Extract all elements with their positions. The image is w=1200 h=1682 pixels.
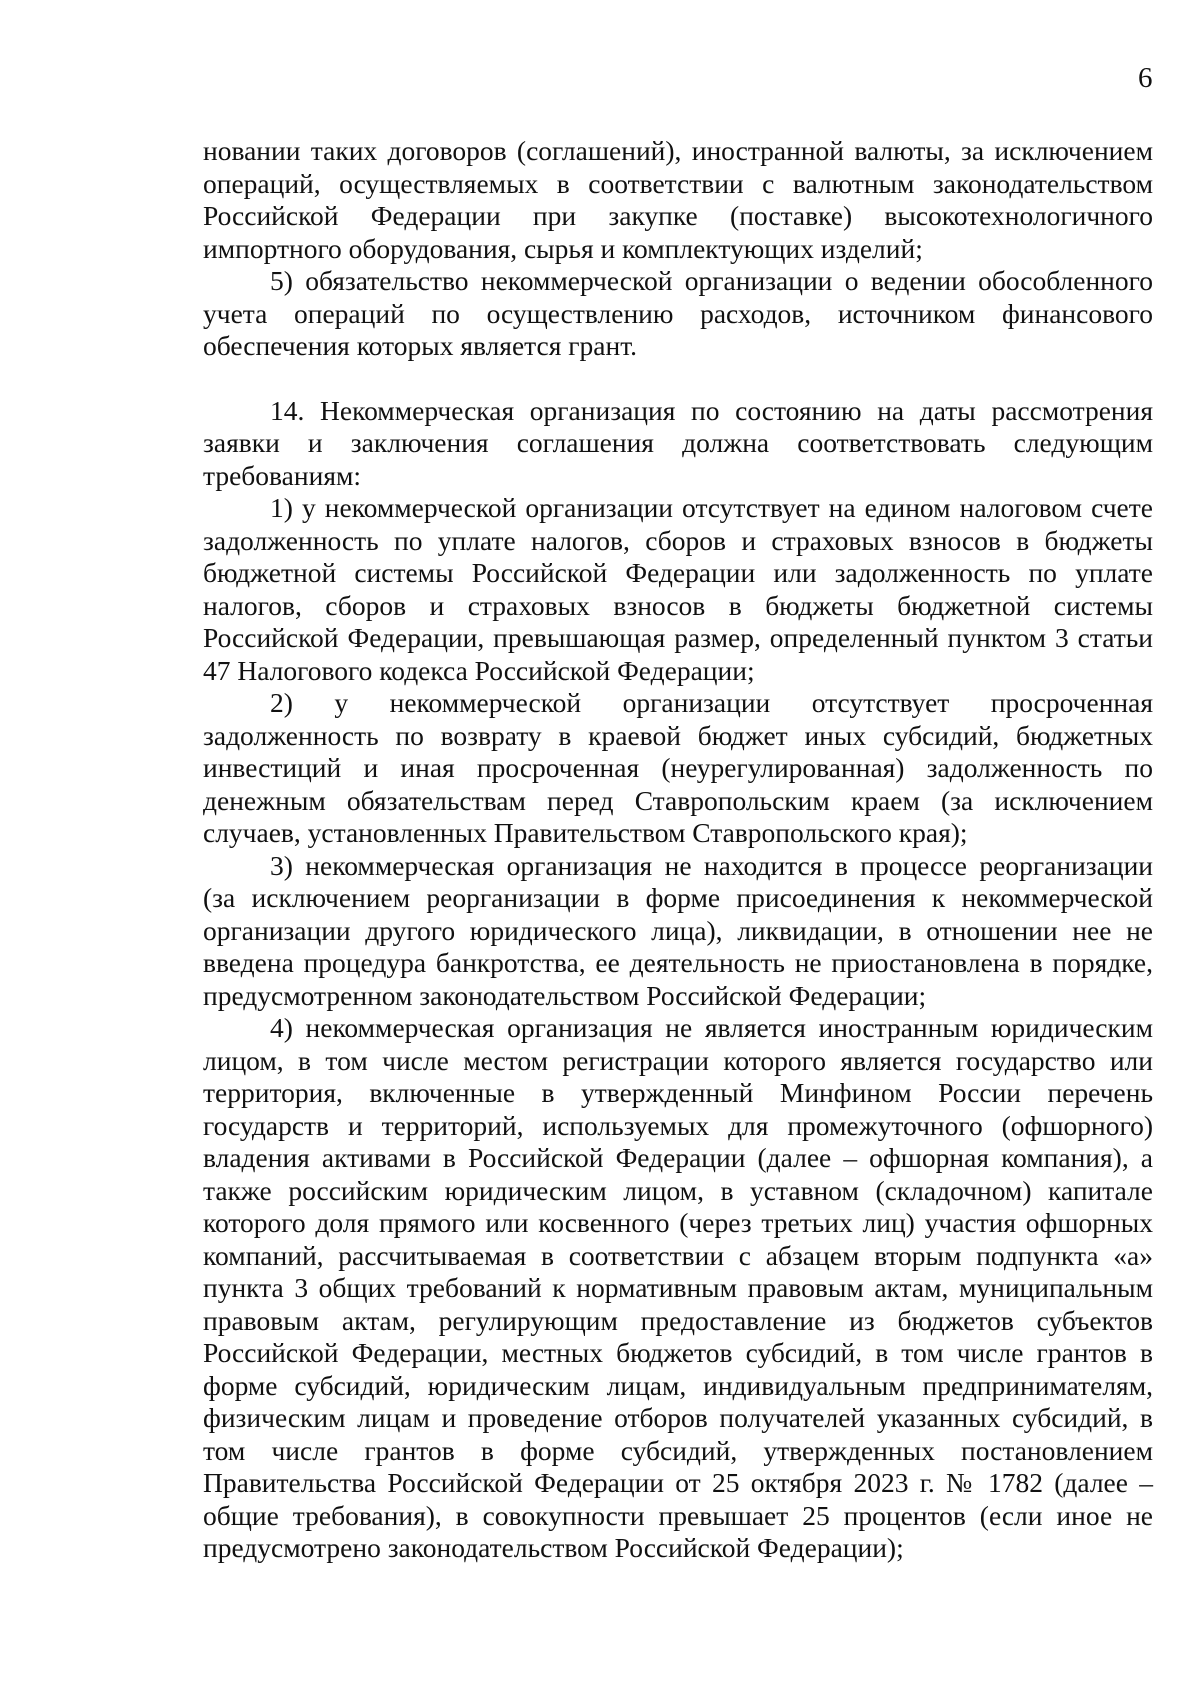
paragraph-requirement-4: 4) некоммерческая организация не является иностранным юридическим лицом, в том числе местом регистрации которого является государство или территория, включенные в утвержденный Минфином России перечень государств и территорий, используемых для промежуточного (офшорного) владения активами в Российской Федерации (далее – офшорная компания), а также российским юридическим лицом, в уставном (складочном) капитале которого доля прямого или косвенного (через третьих лиц) участия офшорных компаний, рассчитываемая в соответствии с абзацем вторым подпункта «а» пункта 3 общих требований к нормативным правовым актам, муниципальным правовым актам, регулирующим предоставление из бюджетов субъектов Российской Федерации, местных бюджетов субсидий, в том числе грантов в форме субсидий, юридическим лицам, индивидуальным предпринимателям, физическим лицам и проведение отборов получателей указанных субсидий, в том числе грантов в форме субсидий, утвержденных постановлением Правительства Российской Федерации от 25 октября 2023 г. № 1782 (далее – общие требования), в совокупности превышает 25 процентов (если иное не предусмотрено законодательством Российской Федерации); [203, 1012, 1153, 1563]
page-number: 6 [1138, 62, 1153, 94]
paragraph-requirement-1: 1) у некоммерческой организации отсутствует на едином налоговом счете задолженность по уплате налогов, сборов и страховых взносов в бюджеты бюджетной системы Российской Федерации или задолженность по уплате налогов, сборов и страховых взносов в бюджеты бюджетной системы Российской Федерации, превышающая размер, определенный пунктом 3 статьи 47 Налогового кодекса Российской Федерации; [203, 492, 1153, 686]
paragraph-item-5: 5) обязательство некоммерческой организации о ведении обособленного учета операций по осуществлению расходов, источником финансового обеспечения которых является грант. [203, 265, 1153, 361]
paragraph-requirement-3: 3) некоммерческая организация не находится в процессе реорганизации (за исключением реорганизации в форме присоединения к некоммерческой организации другого юридического лица), ликвидации, в отношении нее не введена процедура банкротства, ее деятельность не приостановлена в порядке, предусмотренном законодательством Российской Федерации; [203, 849, 1153, 1011]
paragraph-section-14: 14. Некоммерческая организация по состоянию на даты рассмотрения заявки и заключения соглашения должна соответствовать следующим требованиям: [203, 394, 1153, 491]
section-gap [203, 363, 1153, 395]
document-body [203, 135, 1153, 1565]
paragraph-requirement-2: 2) у некоммерческой организации отсутствует просроченная задолженность по возврату в краевой бюджет иных субсидий, бюджетных инвестиций и иная просроченная (неурегулированная) задолженность по денежным обязательствам перед Ставропольским краем (за исключением случаев, установленных Правительством Ставропольского края); [203, 687, 1153, 848]
paragraph-continuation: новании таких договоров (соглашений), иностранной валюты, за исключением операций, осуществляемых в соответствии с валютным законодательством Российской Федерации при закупке (поставке) высокотехнологичного импортного оборудования, сырья и комплектующих изделий; [203, 135, 1153, 264]
